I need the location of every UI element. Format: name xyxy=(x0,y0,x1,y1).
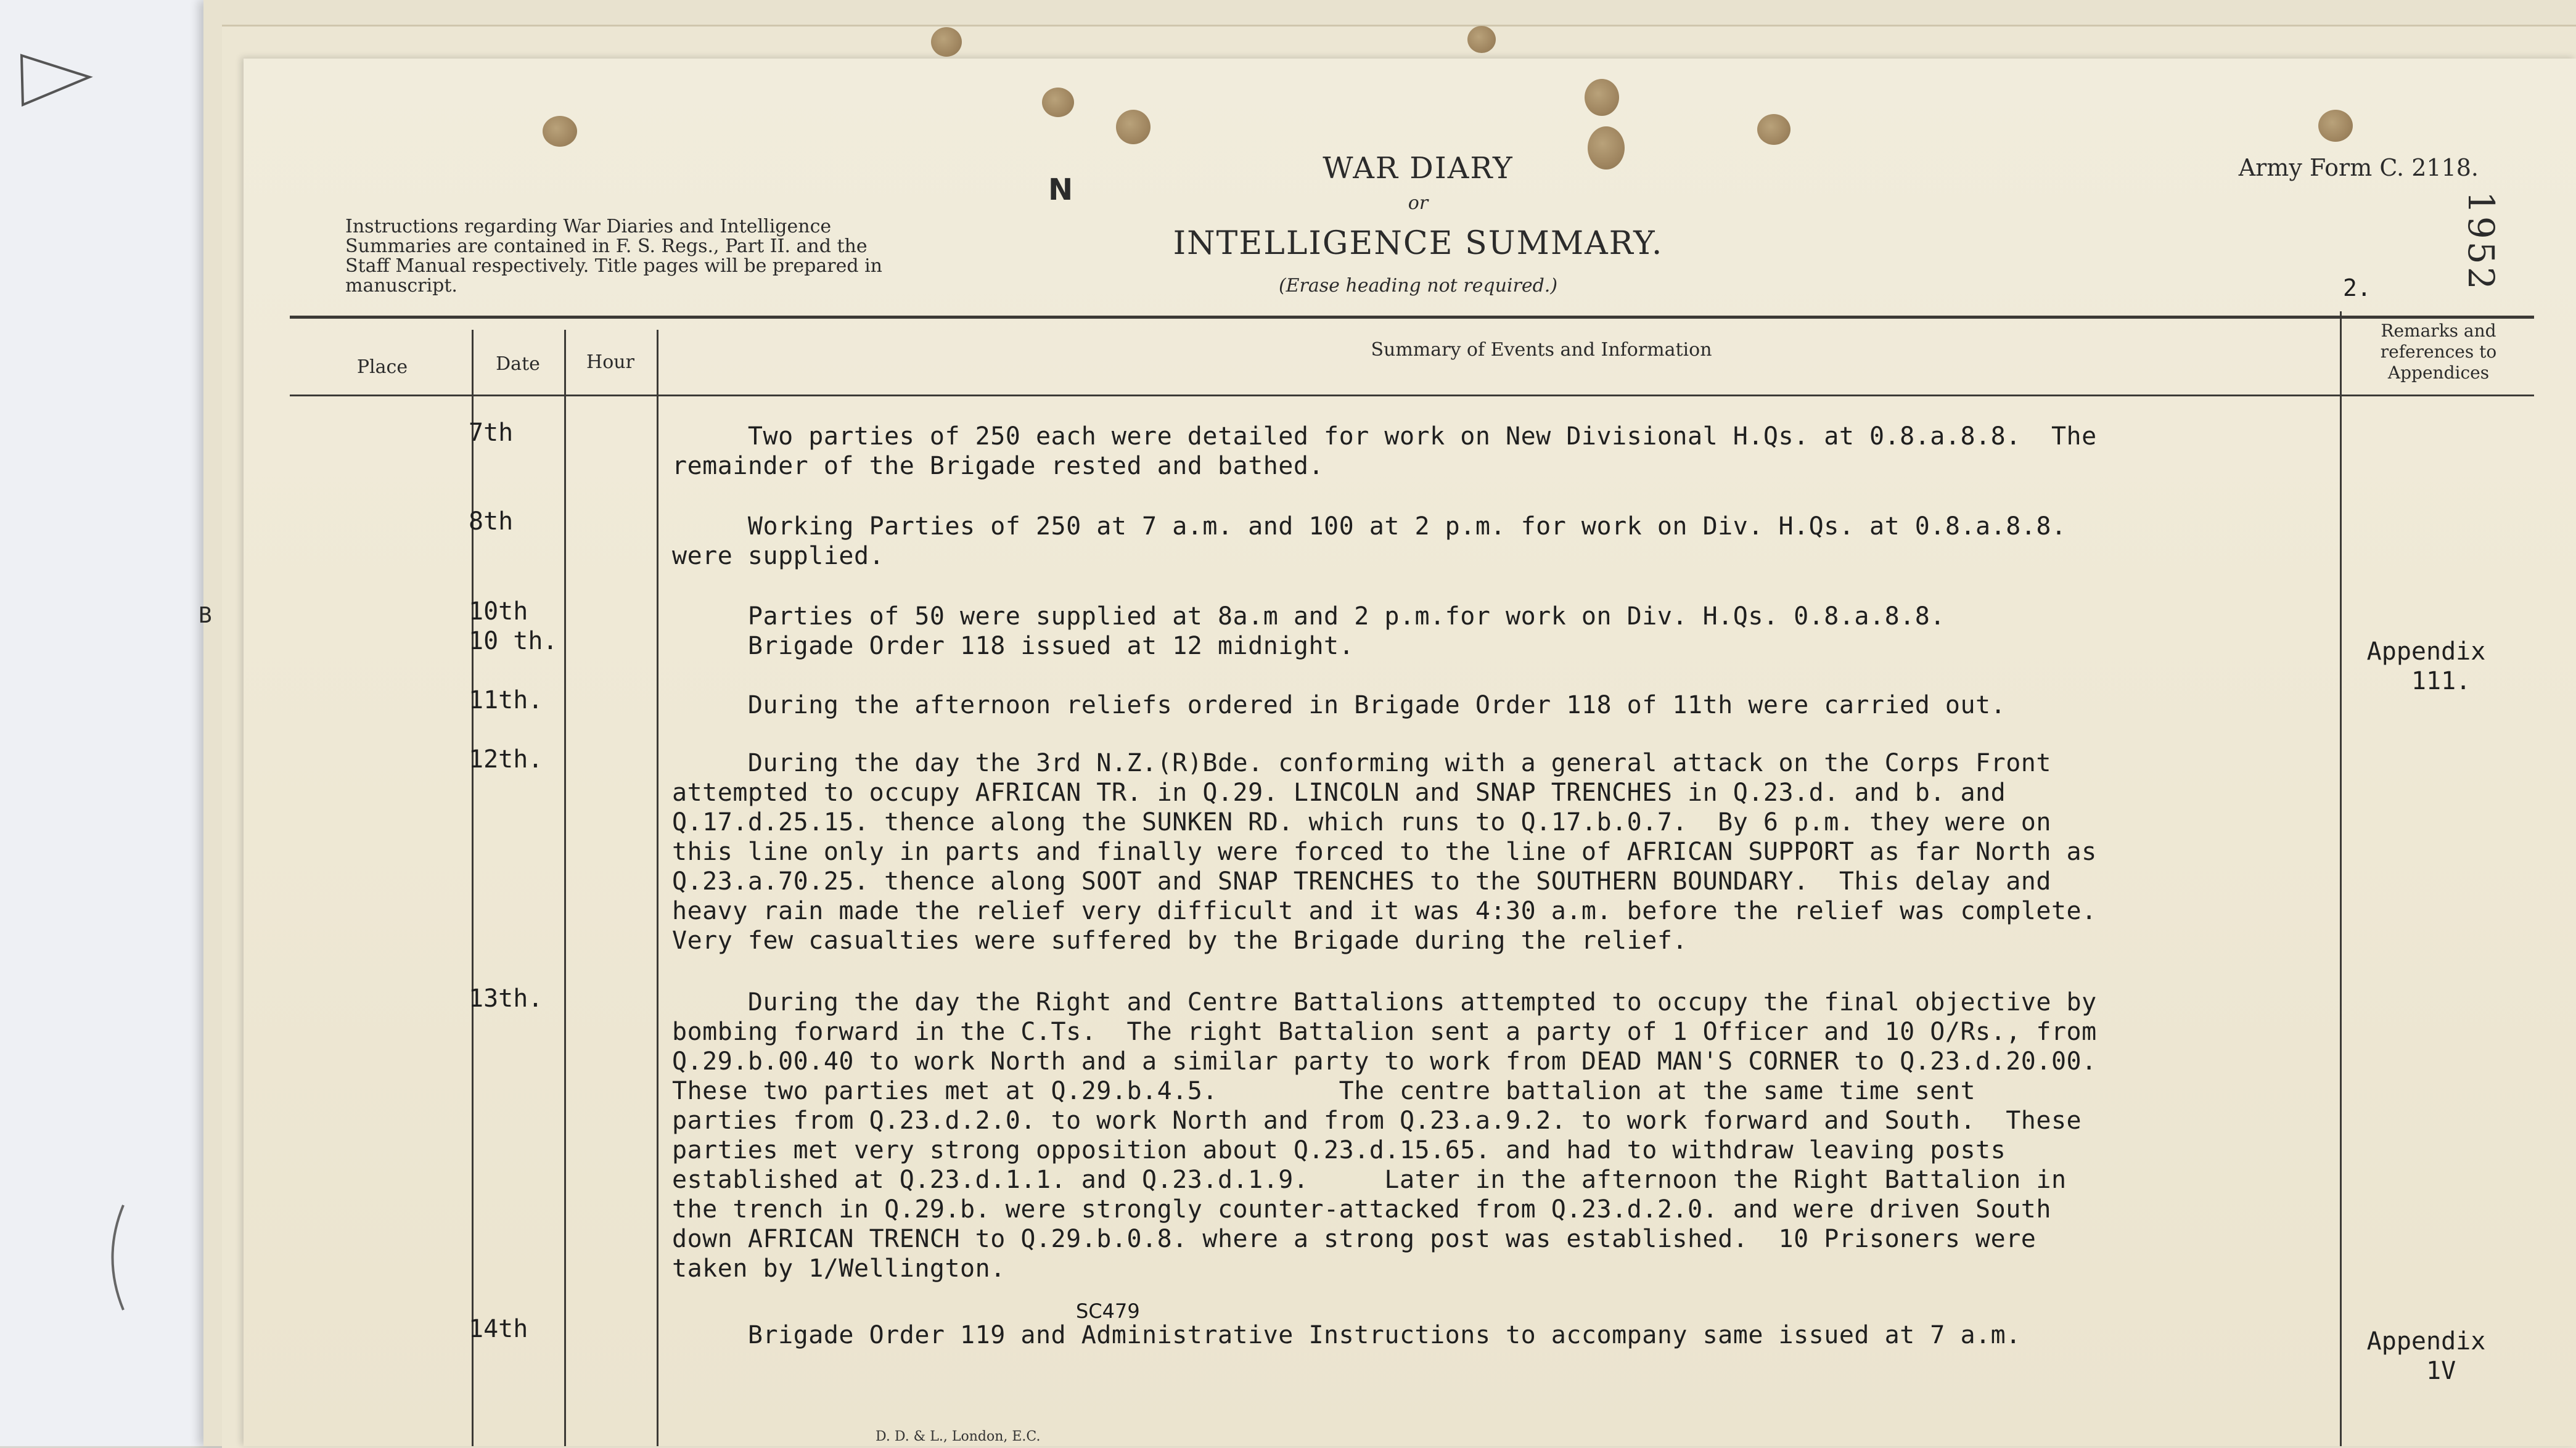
entry-date: 11th. xyxy=(469,686,543,714)
printer-mark: D. D. & L., London, E.C. xyxy=(876,1429,1041,1444)
page-number: 2. xyxy=(2343,274,2371,301)
handwritten-insert: SC479 xyxy=(1076,1299,1140,1323)
punch-hole xyxy=(2318,110,2353,142)
punch-hole xyxy=(1757,114,1790,145)
entry-date: 13th. xyxy=(469,984,543,1013)
punch-hole xyxy=(1588,126,1625,170)
entry-text: Brigade Order 119 and Administrative Instructions to accompany same issued at 7 a.m. xyxy=(672,1321,2021,1349)
pencil-bracket-mark xyxy=(99,1202,136,1313)
stamp-letter: N xyxy=(1048,173,1073,207)
punch-hole xyxy=(931,27,962,57)
entry-date: 10th 10 th. xyxy=(469,597,558,655)
hour-summary-divider xyxy=(657,330,658,1446)
place-date-divider xyxy=(472,330,474,1446)
column-remarks: Remarks and references to Appendices xyxy=(2380,321,2497,383)
entry-text: During the day the 3rd N.Z.(R)Bde. conforming with a general attack on the Corps Front attempted to occupy AFRICAN TR. in Q.29. LINCOLN and SNAP TRENCHES in Q.23.d. and b. and Q.17.d.25.15. thence along the SUNKEN RD. which runs to Q.17.b.0.7. By 6 p.m. they were on this line only in parts and finally were forced to the line of AFRICAN SUPPORT as far North as Q.23.a.70.25. thence along SOOT and SNAP TRENCHES to the SOUTHERN BOUNDARY. This delay and heavy rain made the relief very difficult and it was 4:30 a.m. before the relief was complete. Very few casualties were suffered by the Brigade during the relief. xyxy=(672,749,2097,955)
column-date: Date xyxy=(496,353,540,375)
entry-date: 14th xyxy=(469,1315,528,1343)
entry-date: 8th xyxy=(469,507,514,536)
army-form-number: Army Form C. 2118. xyxy=(2238,154,2479,181)
punch-hole xyxy=(1042,88,1074,117)
column-summary: Summary of Events and Information xyxy=(1371,339,1712,361)
punch-hole xyxy=(1116,110,1151,144)
reference-number: 1952 xyxy=(2460,191,2502,292)
entry-text: During the afternoon reliefs ordered in Brigade Order 118 of 11th were carried out. xyxy=(672,691,2006,719)
entry-text: Parties of 50 were supplied at 8a.m and 2 p.m.for work on Div. H.Qs. 0.8.a.8.8. Brigade Order 118 issued at 12 midnight. xyxy=(747,602,1945,660)
column-hour: Hour xyxy=(586,351,634,373)
entry-remark: Appendix 111. xyxy=(2366,637,2486,695)
entry-text: During the day the Right and Centre Battalions attempted to occupy the final objective by bombing forward in the C.Ts. The right Battalion sent a party of 1 Officer and 10 O/Rs., from Q.29.b.00.40 to work North and a similar party to work from DEAD MAN'S CORNER to Q.23.d.20.00. These two parties met at Q.29.b.4.5. The centre battalion at the same time sent parties from Q.23.d.2.0. to work North and from Q.23.a.9.2. to work forward and South. These parties met very strong opposition about Q.23.d.15.65. and had to withdraw leaving posts established at Q.23.d.1.1. and Q.23.d.1.9. Later in the afternoon the Right Battalion in the trench in Q.29.b. were strongly counter-attacked from Q.23.d.2.0. and were driven South down AFRICAN TRENCH to Q.29.b.0.8. where a strong post was established. 10 Prisoners were taken by 1/Wellington. xyxy=(672,988,2097,1283)
entry-date: 12th. xyxy=(469,745,543,774)
entry-text: Working Parties of 250 at 7 a.m. and 100 at 2 p.m. for work on Div. H.Qs. at 0.8.a.8.8. were supplied. xyxy=(672,512,2067,570)
margin-letter: B xyxy=(199,603,212,628)
entry-remark: Appendix 1V xyxy=(2366,1327,2486,1385)
punch-hole xyxy=(1467,26,1496,53)
title-intelligence-summary: INTELLIGENCE SUMMARY. xyxy=(1173,225,1663,262)
table-top-rule xyxy=(290,316,2534,319)
instructions-note: Instructions regarding War Diaries and Intelligence Summaries are contained in F. S. Regs., Part II. and the Staff Manual respectively. Title pages will be prepared in manuscript. xyxy=(345,216,882,297)
header-bottom-rule xyxy=(290,395,2534,396)
title-war-diary: WAR DIARY xyxy=(1323,151,1514,186)
entry-text: Two parties of 250 each were detailed for work on New Divisional H.Qs. at 0.8.a.8.8. The remainder of the Brigade rested and bathed. xyxy=(672,422,2097,480)
date-hour-divider xyxy=(564,330,566,1446)
entry-date: 7th xyxy=(469,419,514,447)
punch-hole xyxy=(1585,79,1619,116)
title-or: or xyxy=(1408,192,1429,214)
summary-remarks-divider xyxy=(2340,311,2342,1446)
column-place: Place xyxy=(356,356,408,378)
pencil-triangle-mark xyxy=(15,52,96,108)
erase-note: (Erase heading not required.) xyxy=(1278,275,1558,297)
punch-hole xyxy=(543,116,577,147)
